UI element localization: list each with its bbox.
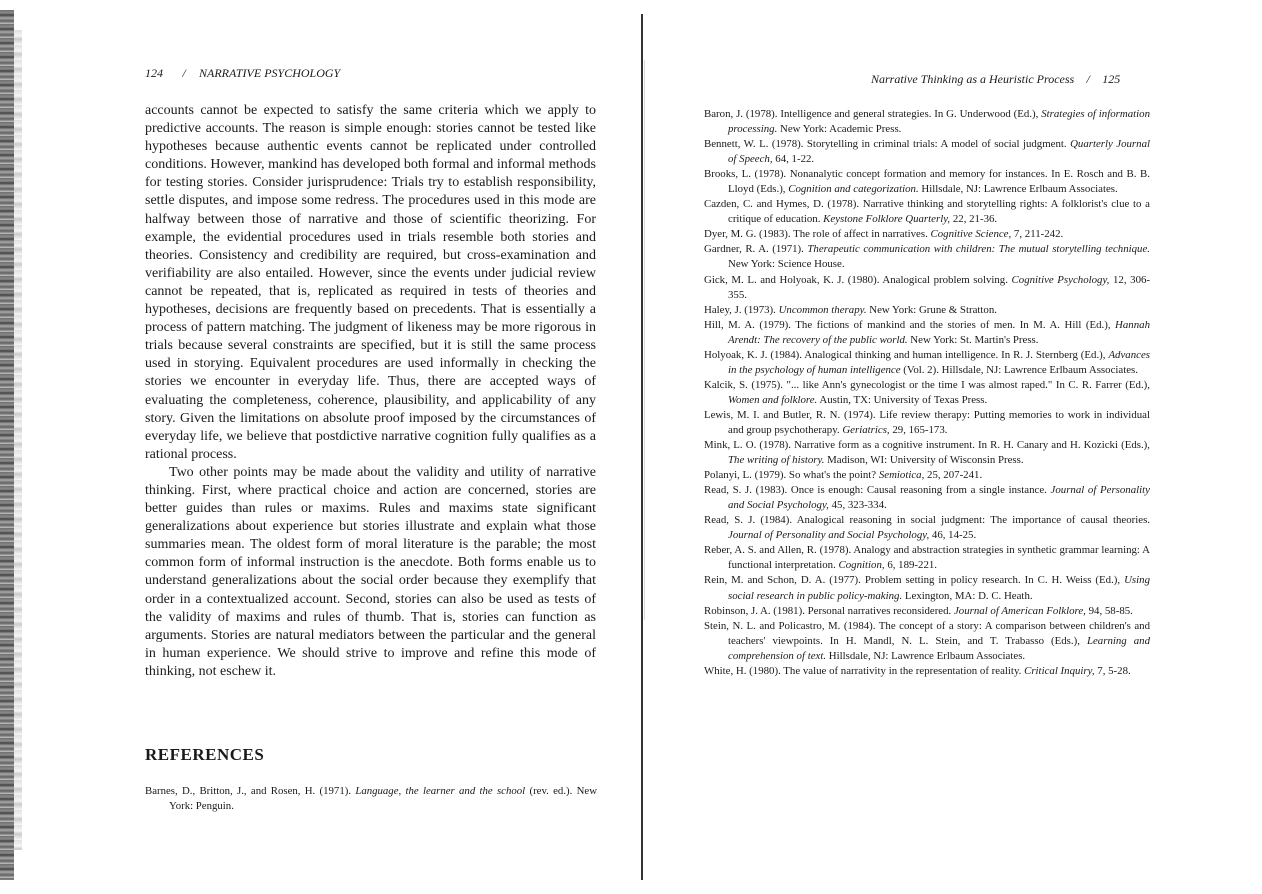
reference-text: New York: Grune & Stratton. (866, 303, 997, 316)
right-reference-list (704, 107, 1150, 679)
reference-title: Cognitive Science, (930, 228, 1012, 241)
reference-text: Robinson, J. A. (1981). Personal narratives reconsidered. (704, 604, 954, 617)
reference-title: The writing of history. (728, 454, 825, 467)
reference-entry (704, 483, 1150, 513)
reference-title: Journal of Personality and Social Psychology, (728, 529, 930, 542)
reference-text: 12, 306-355. (728, 273, 1151, 301)
scan-edge-left (0, 10, 14, 880)
reference-title: Geriatrics, (842, 423, 890, 436)
reference-text: New York: Academic Press. (777, 123, 902, 136)
reference-title: Cognition, (838, 559, 885, 572)
reference-entry (704, 348, 1150, 378)
reference-title: Keystone Folklore Quarterly, (823, 213, 951, 226)
reference-text: Barnes, D., Britton, J., and Rosen, H. (1971). (145, 785, 356, 797)
header-separator: / (1086, 72, 1090, 86)
reference-title: Strategies of information processing. (728, 108, 1150, 136)
reference-title: Quarterly Journal of Speech, (728, 138, 1151, 166)
reference-text: White, H. (1980). The value of narrativity in the representation of reality. (704, 664, 1025, 677)
reference-text: Bennett, W. L. (1978). Storytelling in criminal trials: A model of social judgment. (704, 138, 1071, 151)
reference-entry (704, 273, 1150, 303)
reference-entry (704, 468, 1150, 483)
reference-title: Uncommon therapy. (778, 303, 867, 316)
reference-text: Hillsdale, NJ: Lawrence Erlbaum Associates. (826, 649, 1026, 662)
right-page-number: 125 (1102, 72, 1121, 86)
reference-text: Reber, A. S. and Allen, R. (1978). Analogy and abstraction strategies in synthetic grammar learning: A functional interpretation. (704, 544, 1150, 572)
reference-text: Holyoak, K. J. (1984). Analogical thinking and human intelligence. In R. J. Sternberg (Ed.), (704, 348, 1109, 361)
reference-entry (704, 543, 1150, 573)
reference-title: Semiotica, (878, 469, 925, 482)
reference-entry (704, 227, 1150, 242)
reference-text: Baron, J. (1978). Intelligence and general strategies. In G. Underwood (Ed.), (704, 108, 1042, 120)
reference-text: Dyer, M. G. (1983). The role of affect in narratives. (704, 228, 931, 241)
reference-text: Kalcik, S. (1975). "... like Ann's gynecologist or the time I was almost raped." In C. R. Farrer (Ed.), (704, 378, 1150, 391)
reference-text: 64, 1-22. (772, 153, 815, 166)
reference-text: 94, 58-85. (1085, 604, 1133, 617)
reference-title: Critical Inquiry, (1024, 664, 1095, 677)
reference-text: Brooks, L. (1978). Nonanalytic concept formation and memory for instances. In E. Rosch and B. B. Lloyd (Eds.), (704, 168, 1150, 196)
reference-text: Lewis, M. I. and Butler, R. N. (1974). Life review therapy: Putting memories to work in individual and group psychotherapy. (704, 408, 1150, 436)
reference-text: 7, 211-242. (1011, 228, 1064, 241)
reference-title: Cognition and categorization. (788, 183, 919, 196)
reference-entry (704, 604, 1150, 619)
left-page-number: 124 (145, 66, 163, 80)
scan-edge-shadow (14, 30, 22, 850)
reference-entry (704, 303, 1150, 318)
reference-text: Read, S. J. (1984). Analogical reasoning in social judgment: The importance of causal theories. (704, 514, 1150, 527)
reference-text: Hill, M. A. (1979). The fictions of mankind and the stories of men. In M. A. Hill (Ed.), (704, 318, 1116, 331)
reference-text: Lexington, MA: D. C. Heath. (902, 589, 1033, 602)
reference-text: 46, 14-25. (929, 529, 977, 542)
reference-text: Haley, J. (1973). (704, 303, 779, 316)
reference-text: (rev. ed.). New York: Penguin. (169, 785, 597, 812)
reference-entry (704, 107, 1150, 137)
reference-text: Gick, M. L. and Holyoak, K. J. (1980). Analogical problem solving. (704, 273, 1012, 286)
right-running-head: Narrative Thinking as a Heuristic Process (871, 72, 1075, 86)
left-body-text (145, 102, 596, 681)
paragraph: Two other points may be made about the validity and utility of narrative thinking. First, where practical choice and action are concerned, stories are better guides than rules or maxims. Rules and maxims state significant generalizations about experience but stories illustrate and explain what those summaries mean. The oldest form of moral literature is the parable; the most common form of informal instruction is the anecdote. Both forms enable us to understand generalizations about the social order because they exemplify that order in a contextualized account. Second, stories can also be used as tests of the validity of maxims and rules of thumb. That is, stories can function as arguments. Stories are natural mediators between the particular and the general in human experience. We should strive to improve and refine this mode of thinking, not eschew it. (145, 464, 596, 679)
reference-title: Cognitive Psychology, (1011, 273, 1110, 286)
reference-entry (704, 318, 1150, 348)
reference-text: 7, 5-28. (1094, 664, 1131, 677)
reference-entry (704, 242, 1150, 272)
reference-text: New York: St. Martin's Press. (907, 333, 1039, 346)
reference-entry (704, 664, 1150, 679)
reference-entry (704, 167, 1150, 197)
reference-entry (704, 378, 1150, 408)
reference-text: Hillsdale, NJ: Lawrence Erlbaum Associates. (918, 183, 1118, 196)
reference-entry (704, 408, 1150, 438)
reference-text: Madison, WI: University of Wisconsin Press. (824, 454, 1024, 467)
reference-entry (704, 137, 1150, 167)
left-running-head: NARRATIVE PSYCHOLOGY (199, 66, 341, 80)
reference-title: Language, the learner and the school (355, 785, 526, 797)
reference-text: Austin, TX: University of Texas Press. (817, 393, 988, 406)
paragraph: accounts cannot be expected to satisfy the same criteria which we apply to predictive accounts. The reason is simple enough: stories cannot be tested like hypotheses because authentic events cannot be replicated under controlled conditions. However, mankind has developed both formal and informal methods for testing stories. Consider jurisprudence: Trials try to establish responsibility, settle disputes, and impose some redress. The procedures used in this mode are halfway between those of narrative and those of scientific theorizing. For example, the evidential procedures used in trials resemble both stories and theories. Consistency and credibility are required, but cross-examination and verifiability are also entailed. However, since the events under judicial review cannot be repeated, that is, replicated as required in tests of theories and hypotheses, decisions are frequently based on precedents. That is essentially a process of pattern matching. The judgment of likeness may be more rigorous in trials because several constraints are specified, but it is still the same process used in storying. Equivalent procedures are used informally in checking the stories we encounter in everyday life. Thus, there are accepted ways of evaluating the completeness, coherence, plausibility, and applicability of any story. Given the limitations on absolute proof imposed by the circumstances of everyday life, we believe that postdictive narrative cognition fully qualifies as a rational process. (145, 103, 596, 462)
right-page-header (871, 72, 1156, 87)
reference-entry (704, 197, 1150, 227)
reference-entry (704, 619, 1150, 664)
reference-text: Rein, M. and Schon, D. A. (1977). Problem setting in policy research. In C. H. Weiss (Ed.), (704, 574, 1125, 587)
left-reference-list (145, 784, 597, 814)
reference-text: Polanyi, L. (1979). So what's the point? (704, 469, 879, 482)
reference-entry (704, 573, 1150, 603)
reference-entry (704, 513, 1150, 543)
book-gutter (641, 14, 643, 880)
reference-entry (704, 438, 1150, 468)
reference-title: Advances in the psychology of human intelligence (728, 348, 1150, 376)
reference-text: 29, 165-173. (889, 423, 948, 436)
reference-title: Learning and comprehension of text. (728, 634, 1151, 662)
reference-text: Cazden, C. and Hymes, D. (1978). Narrative thinking and storytelling rights: A folklorist's clue to a critique of education. (704, 198, 1150, 226)
reference-text: New York: Science House. (728, 258, 845, 271)
reference-text: Stein, N. L. and Policastro, M. (1984). The concept of a story: A comparison between children's and teachers' viewpoints. In H. Mandl, N. L. Stein, and T. Trabasso (Eds.), (704, 619, 1150, 647)
reference-title: Using social research in public policy-making. (728, 574, 1150, 602)
reference-text: 45, 323-334. (828, 499, 887, 512)
reference-title: Therapeutic communication with children: The mutual storytelling technique. (807, 243, 1150, 256)
reference-title: Hannah Arendt: The recovery of the public world. (728, 318, 1150, 346)
reference-text: 25, 207-241. (924, 469, 983, 482)
left-page-header (145, 66, 605, 81)
reference-entry (145, 784, 597, 814)
reference-title: Women and folklore. (728, 393, 818, 406)
reference-text: 22, 21-36. (950, 213, 998, 226)
reference-title: Journal of Personality and Social Psychology, (728, 484, 1150, 512)
references-heading: REFERENCES (145, 745, 265, 764)
reference-text: Read, S. J. (1983). Once is enough: Causal reasoning from a single instance. (704, 484, 1051, 497)
header-separator: / (182, 66, 186, 80)
book-gutter-shadow (644, 60, 645, 620)
reference-text: Mink, L. O. (1978). Narrative form as a cognitive instrument. In R. H. Canary and H. Kozicki (Eds.), (704, 439, 1150, 452)
reference-text: Gardner, R. A. (1971). (704, 243, 808, 256)
reference-text: (Vol. 2). Hillsdale, NJ: Lawrence Erlbaum Associates. (900, 363, 1138, 376)
reference-title: Journal of American Folklore, (953, 604, 1086, 617)
reference-text: 6, 189-221. (884, 559, 938, 572)
